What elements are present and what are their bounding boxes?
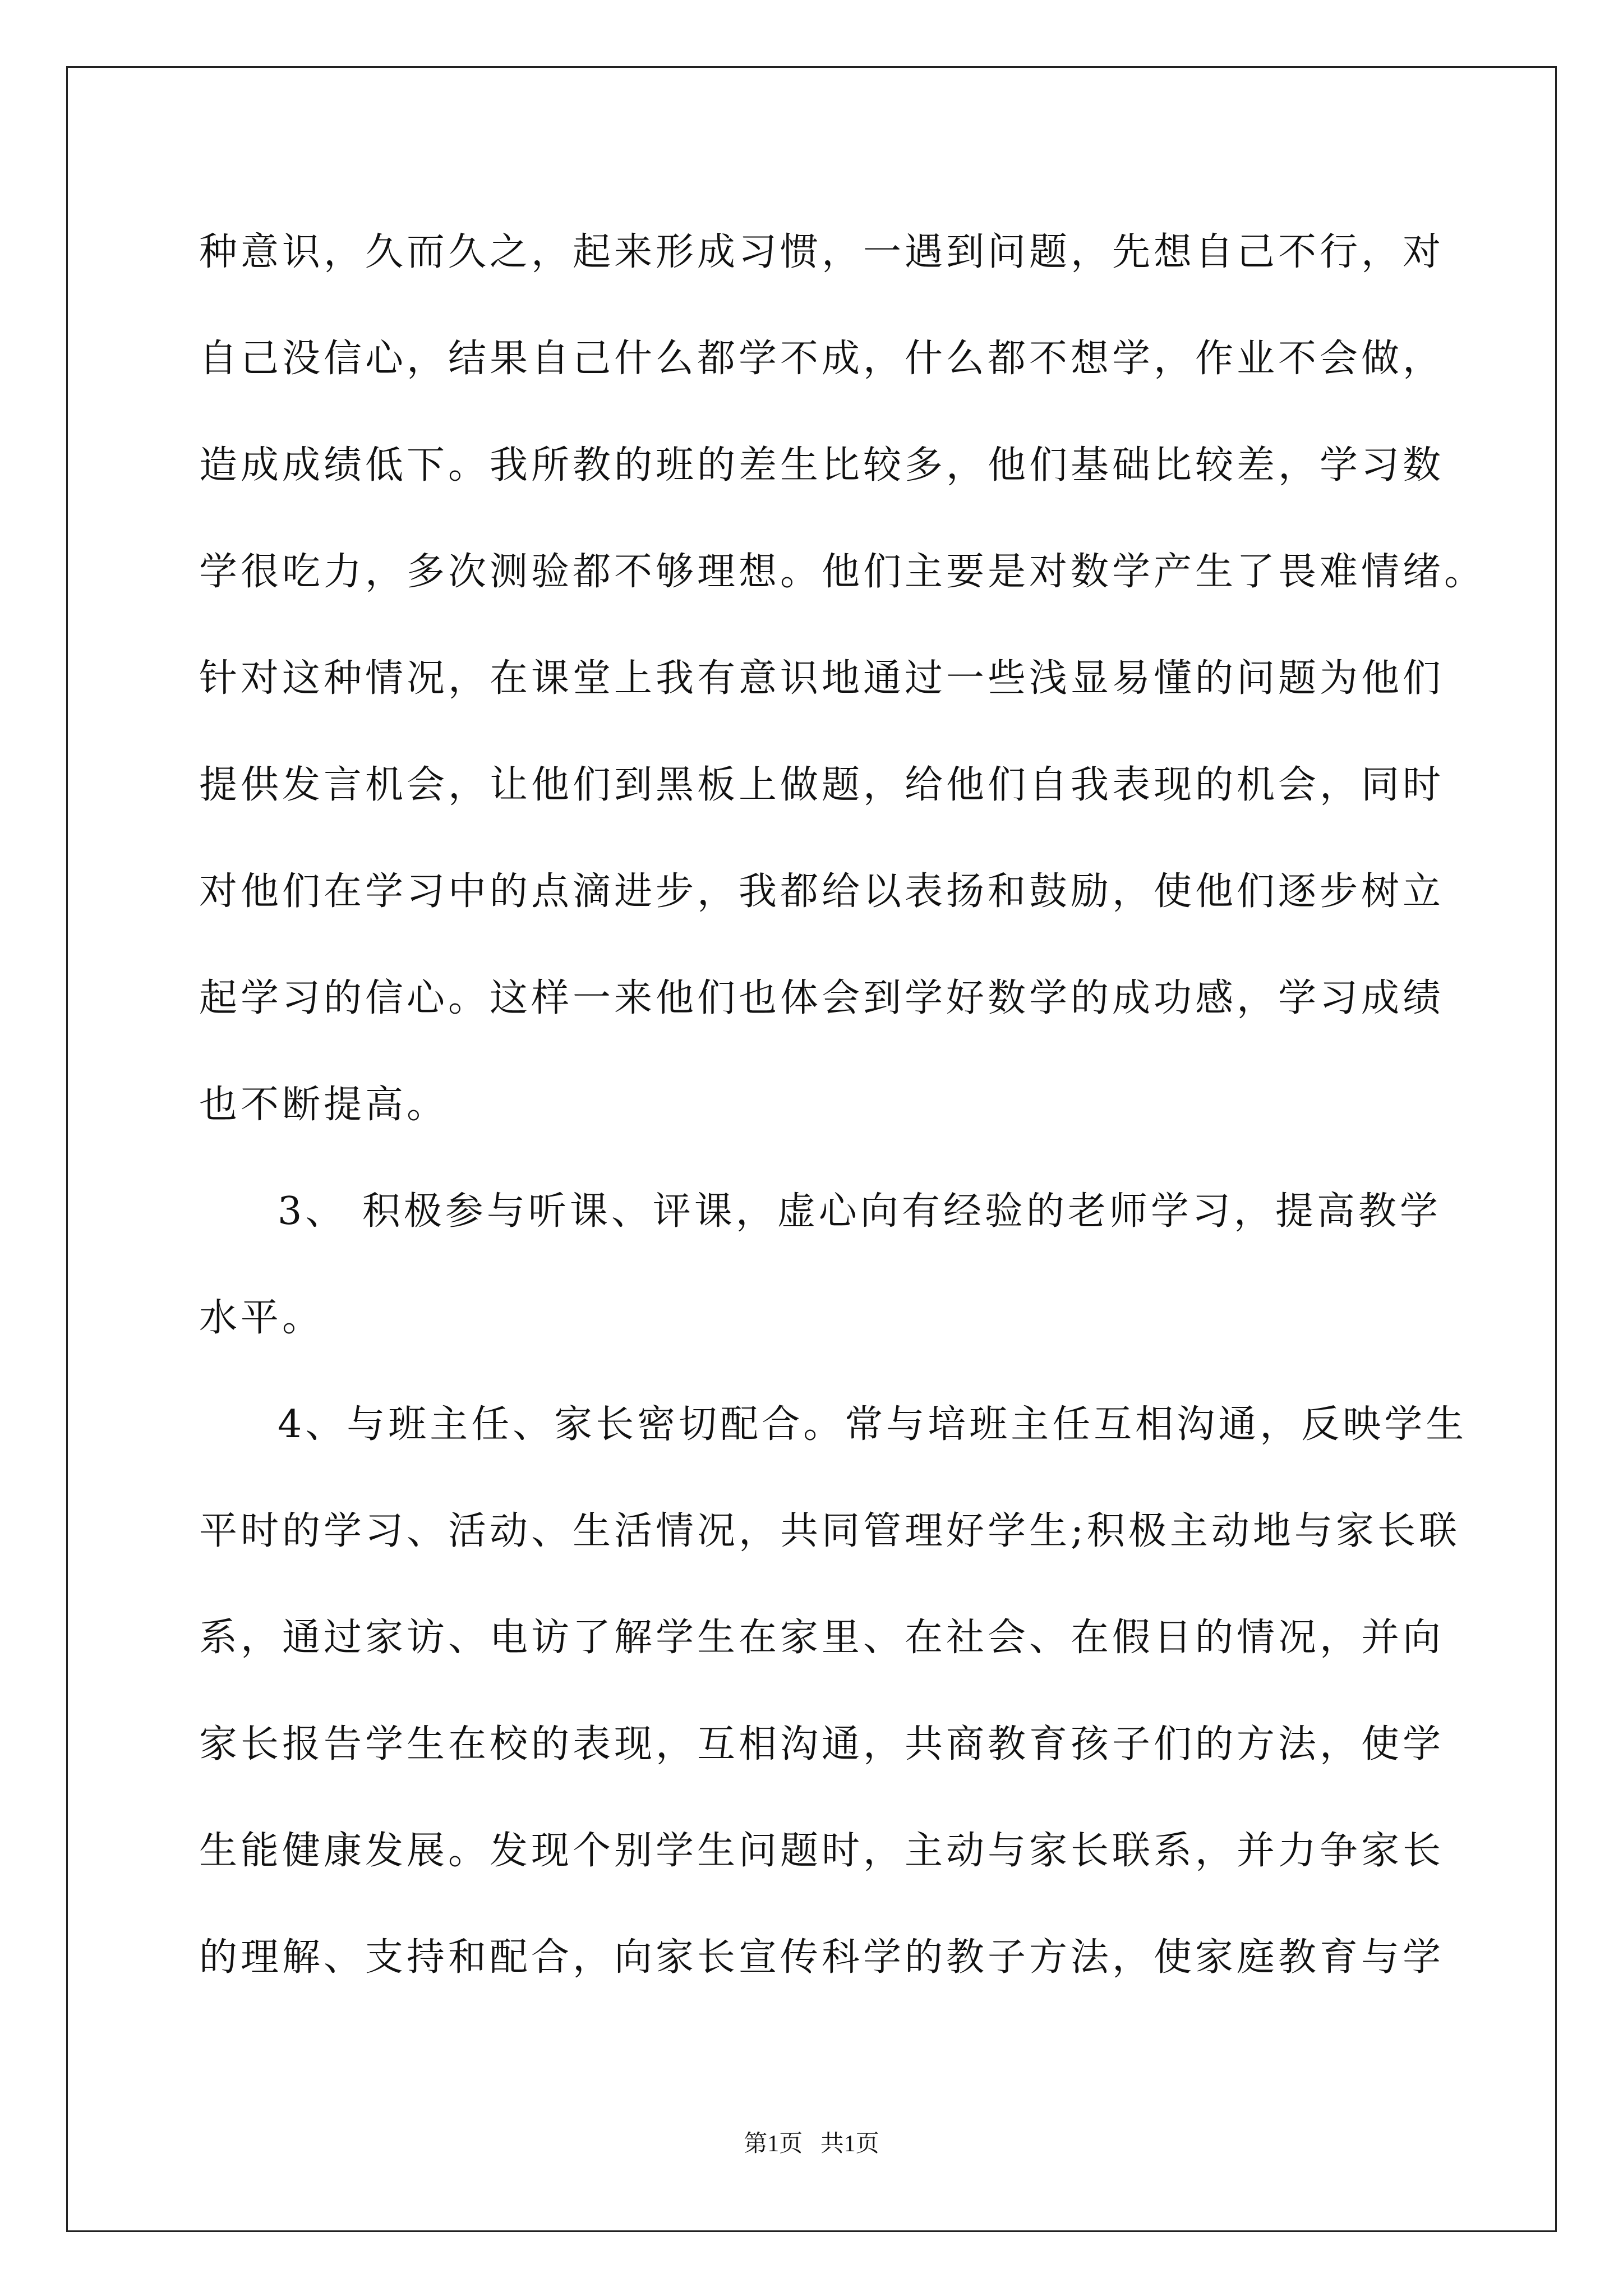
paragraph-first-line: 4、与班主任、家长密切配合。常与培班主任互相沟通，反映学生 — [278, 1402, 1468, 1447]
body-text-line: 对他们在学习中的点滴进步，我都给以表扬和鼓励，使他们逐步树立 — [199, 869, 1445, 914]
body-text-line: 自己没信心，结果自己什么都学不成，什么都不想学，作业不会做， — [199, 337, 1445, 381]
body-text-line: 系，通过家访、电访了解学生在家里、在社会、在假日的情况，并向 — [199, 1616, 1445, 1660]
paragraph-first-line: 3、 积极参与听课、评课，虚心向有经验的老师学习，提高教学 — [278, 1189, 1441, 1234]
body-text-line: 也不断提高。 — [199, 1083, 449, 1127]
body-text-line: 造成成绩低下。我所教的班的差生比较多，他们基础比较差，学习数 — [199, 443, 1445, 487]
body-text-line: 针对这种情况，在课堂上我有意识地通过一些浅显易懂的问题为他们 — [199, 656, 1445, 701]
body-text-line: 的理解、支持和配合，向家长宣传科学的教子方法，使家庭教育与学 — [199, 1935, 1445, 1980]
body-text-line: 平时的学习、活动、生活情况，共同管理好学生;积极主动地与家长联 — [199, 1509, 1460, 1553]
body-text-line: 生能健康发展。发现个别学生问题时，主动与家长联系，并力争家长 — [199, 1829, 1445, 1873]
body-text-line: 学很吃力，多次测验都不够理想。他们主要是对数学产生了畏难情绪。 — [199, 550, 1486, 594]
body-text-line: 起学习的信心。这样一来他们也体会到学好数学的成功感，学习成绩 — [199, 976, 1445, 1020]
body-text-line: 水平。 — [199, 1296, 324, 1340]
body-text-line: 提供发言机会，让他们到黑板上做题，给他们自我表现的机会，同时 — [199, 763, 1445, 807]
body-text-line: 种意识，久而久之，起来形成习惯，一遇到问题，先想自己不行，对 — [199, 230, 1445, 274]
body-text-line: 家长报告学生在校的表现，互相沟通，共商教育孩子们的方法，使学 — [199, 1722, 1445, 1766]
page-number-footer: 第1页 共1页 — [744, 2131, 879, 2157]
